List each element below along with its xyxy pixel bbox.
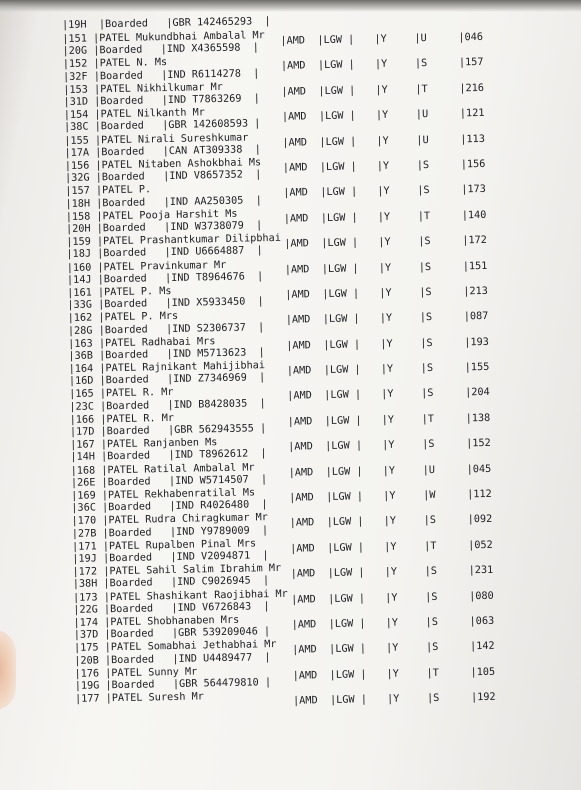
destination-code: |LGW | bbox=[319, 161, 357, 174]
class-code: |S bbox=[420, 363, 434, 375]
sequence-number: |142 bbox=[470, 641, 495, 653]
passenger-name-line: |154 |PATEL Nilkanth Mr bbox=[63, 107, 205, 122]
seat-document-line: |27B |Boarded |IND Y9789009 | bbox=[71, 524, 269, 540]
page-top-shadow bbox=[0, 0, 581, 12]
status-flag: |Y bbox=[378, 236, 391, 249]
sequence-number: |157 bbox=[458, 57, 484, 69]
seat-document-line: |20H |Boarded |IND W3738079 | bbox=[65, 220, 263, 235]
seat-document-line: |32F |Boarded |IND R6114278 | bbox=[62, 67, 260, 83]
sequence-number: |151 bbox=[462, 260, 488, 272]
destination-code: |LGW | bbox=[323, 364, 361, 377]
seat-document-line: |36B |Boarded |IND M5713623 | bbox=[68, 347, 265, 362]
seat-document-line: |38H |Boarded |IND C9026945 | bbox=[72, 575, 270, 591]
seat-document-line: |18J |Boarded |IND U6664887 | bbox=[66, 245, 263, 261]
origin-code: |AMD bbox=[285, 289, 310, 301]
origin-code: |AMD bbox=[286, 339, 311, 352]
destination-code: |LGW | bbox=[328, 592, 366, 605]
status-flag: |Y bbox=[380, 363, 394, 376]
passenger-name-line: |176 |PATEL Sunny Mr bbox=[74, 666, 198, 680]
seat-document-line: |19G |Boarded |GBR 564479810 | bbox=[74, 677, 272, 692]
class-code: |U bbox=[416, 134, 429, 146]
class-code: |S bbox=[416, 159, 430, 172]
seat-document-line: |14J |Boarded |IND T8964676 | bbox=[66, 270, 264, 286]
seat-document-line: |32G |Boarded |IND V8657352 | bbox=[64, 169, 262, 185]
passenger-name-line: |159 |PATEL Prashantkumar Dilipbhai bbox=[66, 232, 282, 249]
status-flag: |Y bbox=[383, 516, 397, 528]
passenger-name-line: |174 |PATEL Shobhanaben Mrs bbox=[73, 614, 240, 629]
sequence-number: |112 bbox=[467, 488, 492, 501]
destination-code: |LGW | bbox=[322, 313, 360, 326]
passenger-name-line: |171 |PATEL Rupalben Pinal Mrs bbox=[72, 538, 257, 553]
status-flag: |Y bbox=[384, 566, 398, 579]
status-flag: |Y bbox=[381, 414, 395, 426]
class-code: |S bbox=[425, 616, 439, 629]
class-code: |S bbox=[417, 185, 430, 197]
destination-code: |LGW | bbox=[318, 85, 356, 97]
sequence-number: |080 bbox=[469, 590, 494, 602]
origin-code: |AMD bbox=[280, 35, 306, 47]
class-code: |T bbox=[424, 540, 437, 552]
seat-document-line: |20B |Boarded |IND U4489477 | bbox=[74, 651, 271, 667]
class-code: |S bbox=[422, 439, 435, 451]
origin-code: |AMD bbox=[280, 60, 306, 73]
status-flag: |Y bbox=[377, 211, 391, 223]
origin-code: |AMD bbox=[287, 390, 312, 403]
destination-code: |LGW | bbox=[329, 669, 367, 681]
seat-document-line: |37D |Boarded |GBR 539209046 | bbox=[73, 626, 271, 642]
sequence-number: |213 bbox=[463, 285, 488, 298]
status-flag: |Y bbox=[385, 617, 399, 629]
seat-document-line: |26E |Boarded |IND W5714507 | bbox=[70, 473, 268, 489]
class-code: |S bbox=[419, 286, 432, 299]
passenger-name-line: |165 |PATEL R. Mr bbox=[69, 387, 174, 401]
sequence-number: |045 bbox=[466, 463, 492, 475]
status-flag: |Y bbox=[382, 465, 396, 477]
passenger-name-line: |168 |PATEL Ratilal Ambalal Mr bbox=[70, 462, 255, 477]
seat-document-line: |22G |Boarded |IND V6726843 | bbox=[73, 600, 270, 616]
status-flag: |Y bbox=[381, 389, 394, 401]
sequence-number: |092 bbox=[467, 514, 493, 526]
origin-code: |AMD bbox=[289, 492, 314, 504]
status-flag: |Y bbox=[378, 262, 392, 274]
passenger-name-line: |163 |PATEL Radhabai Mrs bbox=[68, 335, 216, 350]
passenger-name-line: |167 |PATEL Ranjanben Ms bbox=[70, 437, 218, 452]
status-flag: |Y bbox=[386, 668, 400, 680]
sequence-number: |140 bbox=[461, 209, 487, 222]
passenger-name-line: |158 |PATEL Pooja Harshit Ms bbox=[65, 208, 238, 223]
class-code: |S bbox=[418, 236, 431, 248]
status-flag: |Y bbox=[379, 313, 393, 325]
origin-code: |AMD bbox=[291, 619, 317, 631]
sequence-number: |193 bbox=[464, 336, 489, 349]
seat-document-line: |14H |Boarded |IND T8962612 | bbox=[70, 448, 267, 464]
destination-code: |LGW | bbox=[326, 491, 364, 504]
sequence-number: |192 bbox=[470, 691, 496, 704]
passenger-name-line: |169 |PATEL Rekhabenratilal Ms bbox=[71, 487, 256, 502]
passenger-name-line: |152 |PATEL N. Ms bbox=[62, 57, 168, 71]
status-flag: |Y bbox=[380, 338, 393, 350]
destination-code: |LGW | bbox=[317, 34, 355, 47]
seat-document-line: |28G |Boarded |IND S2306737 | bbox=[67, 321, 265, 337]
status-flag: |Y bbox=[384, 541, 397, 553]
origin-code: |AMD bbox=[281, 111, 307, 123]
seat-document-line: |17D |Boarded |GBR 562943555 | bbox=[69, 423, 267, 438]
destination-code: |LGW | bbox=[324, 415, 362, 427]
seat-document-line: |36C |Boarded |IND R4026480 | bbox=[71, 499, 268, 515]
origin-code: |AMD bbox=[284, 238, 309, 250]
passenger-name-line: |164 |PATEL Rajnikant Mahijibhai bbox=[68, 360, 266, 376]
origin-code: |AMD bbox=[288, 441, 313, 453]
destination-code: |LGW | bbox=[317, 59, 355, 72]
class-code: |S bbox=[424, 566, 438, 578]
status-flag: |Y bbox=[374, 33, 387, 46]
passenger-name-line: |160 |PATEL Pravinkumar Mr bbox=[66, 259, 227, 274]
status-flag: |Y bbox=[379, 287, 392, 299]
class-code: |U bbox=[414, 33, 427, 45]
sequence-number: |046 bbox=[458, 31, 484, 44]
sequence-number: |105 bbox=[470, 666, 496, 679]
passenger-name-line: |172 |PATEL Sahil Salim Ibrahim Mr bbox=[72, 563, 282, 579]
class-code: |W bbox=[423, 489, 436, 502]
class-code: |T bbox=[421, 413, 435, 426]
class-code: |S bbox=[426, 693, 440, 705]
sequence-number: |216 bbox=[459, 82, 485, 95]
origin-code: |AMD bbox=[285, 314, 311, 327]
sequence-number: |052 bbox=[468, 539, 493, 552]
header-fragment: |19H |Boarded |GBR 142465293 | bbox=[62, 15, 271, 31]
passenger-name-line: |173 |PATEL Shashikant Raojibhai Mr bbox=[72, 588, 288, 604]
sequence-number: |231 bbox=[468, 565, 494, 577]
sequence-number: |152 bbox=[466, 438, 491, 450]
origin-code: |AMD bbox=[287, 416, 313, 428]
sequence-number: |138 bbox=[465, 412, 491, 425]
origin-code: |AMD bbox=[283, 213, 309, 225]
passenger-manifest-page bbox=[62, 10, 576, 749]
sequence-number: |156 bbox=[460, 158, 486, 171]
class-code: |S bbox=[419, 312, 433, 324]
passenger-name-line: |156 |PATEL Nitaben Ashokbhai Ms bbox=[64, 157, 262, 172]
sequence-number: |173 bbox=[461, 184, 486, 196]
status-flag: |Y bbox=[386, 643, 399, 655]
origin-code: |AMD bbox=[284, 263, 310, 276]
status-flag: |Y bbox=[377, 186, 390, 198]
destination-code: |LGW | bbox=[326, 516, 364, 529]
passenger-name-line: |161 |PATEL P. Ms bbox=[67, 285, 172, 299]
destination-code: |LGW | bbox=[321, 237, 359, 250]
destination-code: |LGW | bbox=[328, 618, 366, 630]
seat-document-line: |31D |Boarded |IND T7863269 | bbox=[63, 93, 260, 108]
status-flag: |Y bbox=[376, 135, 389, 147]
origin-code: |AMD bbox=[289, 517, 315, 530]
destination-code: |LGW | bbox=[327, 567, 365, 580]
origin-code: |AMD bbox=[292, 644, 317, 657]
status-flag: |Y bbox=[376, 160, 390, 172]
destination-code: |LGW | bbox=[322, 288, 360, 300]
sequence-number: |172 bbox=[462, 235, 487, 247]
origin-code: |AMD bbox=[283, 187, 309, 200]
class-code: |T bbox=[426, 667, 439, 679]
class-code: |U bbox=[415, 109, 429, 121]
class-code: |T bbox=[415, 83, 428, 96]
seat-document-line: |23C |Boarded |IND B8428035 | bbox=[69, 397, 266, 413]
passenger-name-line: |162 |PATEL P. Mrs bbox=[67, 311, 179, 325]
class-code: |U bbox=[422, 464, 436, 476]
class-code: |S bbox=[418, 261, 432, 273]
class-code: |S bbox=[423, 515, 437, 527]
sequence-number: |121 bbox=[459, 108, 485, 120]
origin-code: |AMD bbox=[293, 695, 318, 707]
seat-document-line: |19J |Boarded |IND V2094871 | bbox=[72, 550, 269, 565]
destination-code: |LGW | bbox=[327, 542, 365, 554]
status-flag: |Y bbox=[375, 109, 389, 122]
seat-document-line: |16D |Boarded |IND Z7346969 | bbox=[68, 372, 266, 388]
status-flag: |Y bbox=[386, 693, 400, 706]
destination-code: |LGW | bbox=[325, 465, 363, 478]
class-code: |S bbox=[426, 642, 439, 654]
destination-code: |LGW | bbox=[320, 186, 358, 199]
destination-code: |LGW | bbox=[330, 694, 368, 707]
destination-code: |LGW | bbox=[321, 262, 359, 275]
origin-code: |AMD bbox=[282, 136, 308, 149]
seat-document-line: |18H |Boarded |IND AA250305 | bbox=[65, 194, 262, 210]
class-code: |T bbox=[417, 210, 431, 222]
status-flag: |Y bbox=[374, 59, 388, 71]
manifest-rows bbox=[62, 24, 575, 719]
passenger-name-line: |153 |PATEL Nikhilkumar Mr bbox=[63, 81, 223, 96]
passenger-name-line: |177 |PATEL Suresh Mr bbox=[74, 691, 204, 706]
status-flag: |Y bbox=[375, 84, 388, 96]
destination-code: |LGW | bbox=[318, 110, 356, 123]
origin-code: |AMD bbox=[292, 669, 318, 682]
origin-code: |AMD bbox=[282, 162, 308, 174]
passenger-name-line: |155 |PATEL Nirali Sureshkumar bbox=[64, 132, 249, 147]
origin-code: |AMD bbox=[281, 86, 307, 98]
origin-code: |AMD bbox=[288, 466, 314, 479]
class-code: |S bbox=[420, 337, 433, 349]
seat-document-line: |33G |Boarded |IND X5933450 | bbox=[67, 296, 264, 312]
thumb-at-edge bbox=[0, 630, 16, 710]
seat-document-line: |38C |Boarded |GBR 142608593 | bbox=[63, 118, 261, 134]
destination-code: |LGW | bbox=[324, 389, 362, 402]
passenger-name-line: |151 |PATEL Mukundbhai Ambalal Mr bbox=[62, 30, 265, 45]
passenger-name-line: |157 |PATEL P. bbox=[65, 184, 152, 198]
sequence-number: |204 bbox=[465, 387, 490, 399]
destination-code: |LGW | bbox=[325, 440, 363, 453]
passenger-name-line: |170 |PATEL Rudra Chiragkumar Mr bbox=[71, 512, 268, 528]
destination-code: |LGW | bbox=[323, 339, 361, 351]
origin-code: |AMD bbox=[291, 593, 316, 606]
destination-code: |LGW | bbox=[320, 212, 358, 224]
seat-document-line: |17A |Boarded |CAN AT309338 | bbox=[64, 143, 261, 159]
seat-document-line: |20G |Boarded |IND X4365598 | bbox=[62, 42, 259, 58]
sequence-number: |113 bbox=[460, 133, 486, 145]
class-code: |S bbox=[425, 591, 438, 603]
passenger-name-line: |175 |PATEL Somabhai Jethabhai Mr bbox=[73, 639, 277, 655]
passenger-name-line: |166 |PATEL R. Mr bbox=[69, 412, 175, 426]
sequence-number: |063 bbox=[469, 615, 495, 628]
sequence-number: |155 bbox=[464, 361, 490, 374]
class-code: |S bbox=[414, 58, 428, 70]
status-flag: |Y bbox=[383, 490, 396, 502]
status-flag: |Y bbox=[382, 439, 395, 452]
origin-code: |AMD bbox=[286, 365, 312, 377]
origin-code: |AMD bbox=[290, 543, 315, 555]
sequence-number: |087 bbox=[463, 311, 489, 323]
destination-code: |LGW | bbox=[329, 643, 367, 656]
destination-code: |LGW | bbox=[319, 135, 357, 148]
status-flag: |Y bbox=[385, 592, 398, 604]
class-code: |S bbox=[421, 388, 434, 400]
origin-code: |AMD bbox=[290, 568, 316, 580]
